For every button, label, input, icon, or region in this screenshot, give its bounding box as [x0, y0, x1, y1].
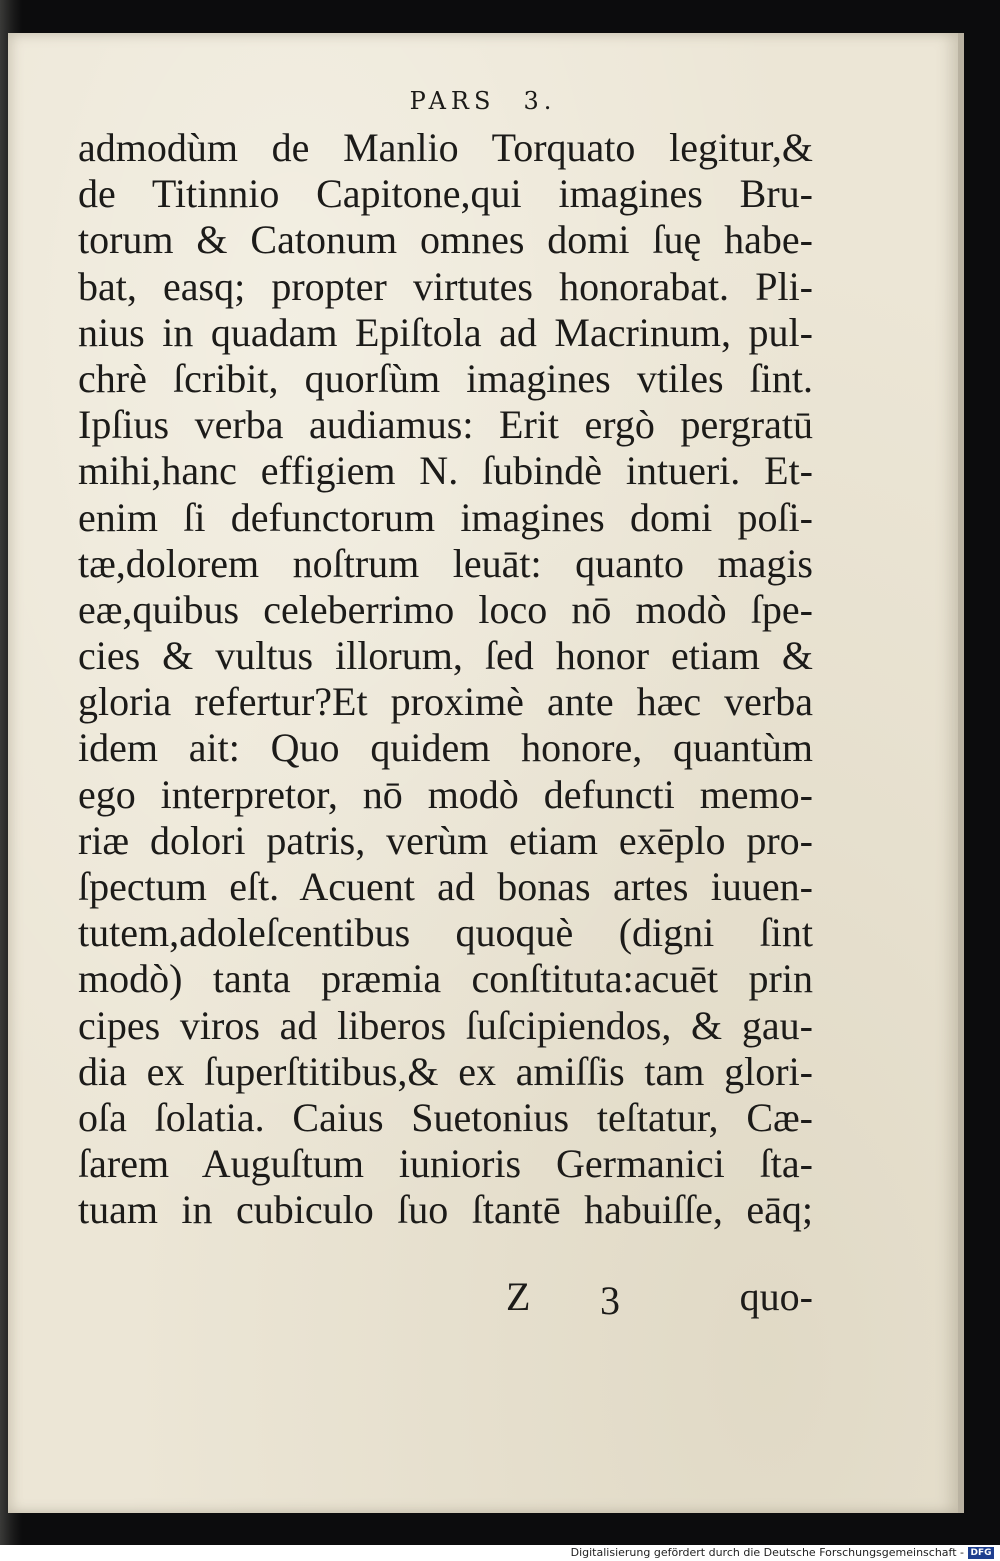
text-line: idem ait: Quo quidem honore, quantùm	[78, 725, 813, 771]
text-line: enim ſi defunctorum imagines domi poſi-	[78, 494, 813, 540]
text-line: admodùm de Manlio Torquato legitur,&	[78, 125, 813, 170]
text-line: tæ,dolorem noſtrum leuāt: quanto magis	[78, 540, 813, 586]
text-line: torum & Catonum omnes domi ſuę habe-	[78, 217, 813, 263]
page-footer	[78, 1273, 813, 1323]
page-edge	[958, 33, 964, 1513]
running-head	[8, 87, 958, 115]
digitization-credit: Digitalisierung gefördert durch die Deutsche Forschungsgemeinschaft -	[570, 1546, 964, 1559]
text-line: cipes viros ad liberos ſuſcipiendos, & gau-	[78, 1002, 813, 1048]
body-text	[78, 125, 813, 1234]
text-line: ego interpretor, nō modò defuncti memo-	[78, 771, 813, 817]
text-line: oſa ſolatia. Caius Suetonius teſtatur, Cæ-	[78, 1094, 813, 1140]
signature-mark: Z	[506, 1274, 531, 1319]
text-line: tuam in cubiculo ſuo ſtantē habuiſſe, eāq;	[78, 1187, 813, 1233]
text-line: ſarem Auguſtum iunioris Germanici ſta-	[78, 1141, 813, 1187]
dfg-logo-icon: DFG	[968, 1547, 994, 1559]
text-line: mihi,hanc effigiem N. ſubindè intueri. Et-	[78, 448, 813, 494]
catchword: quo-	[739, 1274, 813, 1319]
text-line: de Titinnio Capitone,qui imagines Bru-	[78, 171, 813, 217]
running-head-word: PARS	[409, 87, 496, 115]
text-line: gloria refertur?Et proximè ante hæc verba	[78, 679, 813, 725]
text-line: nius in quadam Epiſtola ad Macrinum, pul-	[78, 309, 813, 355]
text-line: modò) tanta præmia conſtituta:acuēt prin	[78, 956, 813, 1002]
text-line: eæ,quibus celeberrimo loco nō modò ſpe-	[78, 586, 813, 632]
text-line: bat, easq; propter virtutes honorabat. Pli-	[78, 263, 813, 309]
text-line: cies & vultus illorum, ſed honor etiam &	[78, 633, 813, 679]
text-line: Ipſius verba audiamus: Erit ergò pergratū	[78, 402, 813, 448]
book-page	[8, 33, 958, 1513]
signature-number: 3	[600, 1278, 620, 1323]
running-head-number: 3.	[523, 87, 557, 115]
text-line: chrè ſcribit, quorſùm imagines vtiles ſint.	[78, 355, 813, 401]
text-line: dia ex ſuperſtitibus,& ex amiſſis tam glori-	[78, 1048, 813, 1094]
text-line: tutem,adoleſcentibus quoquè (digni ſint	[78, 910, 813, 956]
text-line: ſpectum eſt. Acuent ad bonas artes iuuen-	[78, 864, 813, 909]
text-line: riæ dolori patris, verùm etiam exēplo pro-	[78, 817, 813, 863]
